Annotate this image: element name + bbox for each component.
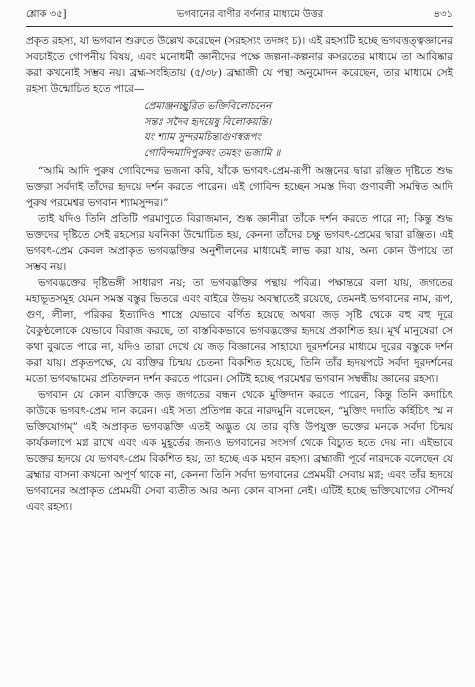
verse-line: প্রেমাঞ্জনচ্ছুরিত ভক্তিবিলোচনেন [144,101,272,112]
verse-line: গোবিন্দমাদিপুরুষং তমহং ভজামি ॥ [144,147,281,159]
running-header [26,6,453,25]
paragraph: প্রকৃত রহস্য, যা ভগবান শুরুতে উল্লেখ করেছেন (সরহস্যং তদঙ্গং চ)। এই রহস্যটি হচ্ছে ভগবত্তত্ত্বজ্ঞানের সবচাইতে গোপনীয় বিষয়, এবং মনোধর্মী জ্ঞানীদের পক্ষে জল্পনা-কল্পনার কসরতের মাধ্যমে তা আবিষ্কার করা কখনোই সম্ভব নয়। ব্রহ্ম-সংহিতায় (৫/৩৮) ব্রহ্মাজী যে পন্থা অনুমোদন করেছেন, তার মাধ্যমে সেই রহস্য উন্মোচিত হতে পারে— [26,35,453,95]
chapter-title: ভগবানের বাণীর বর্ণনার মাধ্যমে উত্তর [176,9,324,20]
paragraph: ভগবদ্ভক্তের দৃষ্টিভঙ্গী সাধারণ নয়; তা ভগবদ্ভক্তির পন্থায় পবিত্র। পক্ষান্তরে বলা যায়, জগতের মহাভূতসমূহ যেমন সমস্ত বস্তুর ভিতরে এবং বাইরে উভয় অবস্থাতেই রয়েছে, তেমনই ভগবানের নাম, রূপ, গুণ, লীলা, পরিকর ইত্যাদিও শাস্ত্রে যেভাবে বর্ণিত হয়েছে অথবা জড় সৃষ্টি থেকে বহু বহু দূরে বৈকুণ্ঠলোকে যেভাবে বিরাজ করছে, তা বাস্তবিকভাবে ভগবদ্ভক্তের হৃদয়ে প্রকাশিত হয়। মূর্খ মানুষেরা সে কথা বুঝতে পারে না, যদিও তারা দেখে যে জড় বিজ্ঞানের সাহায্যে দূরদর্শনের মাধ্যমে দূরের বস্তুকে দর্শন করা যায়। প্রকৃতপক্ষে, যে ব্যক্তির চিন্ময় চেতনা বিকশিত হয়েছে, তিনি তাঁর হৃদয়পটে সর্বদা দূরদর্শনের মতো ভগবদ্ধামের প্রতিফলন দর্শন করতে পারেন। সেটিই হচ্ছে পরমেশ্বর ভগবান সম্বন্ধীয় জ্ঞানের রহস্য। [26,277,453,385]
page-body [26,33,453,515]
verse-line: যং শ্যাম সুন্দরমচিন্ত্যগুণস্বরূপং [144,132,261,143]
sanskrit-verse [144,99,453,161]
page-number: ৪৩১ [433,9,453,20]
paragraph: তাই যদিও তিনি প্রতিটি পরমাণুতে বিরাজমান, শুষ্ক জ্ঞানীরা তাঁকে দর্শন করতে পারে না; কিন্তু শুদ্ধ ভক্তদের দৃষ্টিতে সেই রহস্যের যবনিকা উন্মোচিত হয়, কেননা তাঁদের চক্ষু ভগবৎ-প্রেমের দ্বারা রঞ্জিত। এই ভগবৎ-প্রেম কেবল অপ্রাকৃত ভগবদ্ভক্তির অনুশীলনের মাধ্যমেই লাভ করা যায়, অন্য কোন উপায়ে তা সম্ভব নয়। [26,213,453,273]
verse-line: সন্তঃ সদৈব হৃদয়েষু বিলোকয়ন্তি। [144,116,272,128]
header-divider [26,26,453,27]
verse-reference: শ্লোক ৩৫] [26,9,67,20]
paragraph: “আমি আদি পুরুষ গোবিন্দের ভজনা করি, যাঁকে ভগবৎ-প্রেম-রূপী অঞ্জনের দ্বারা রঞ্জিত দৃষ্টিতে শুদ্ধ ভক্তরা সর্বদাই তাঁদের হৃদয়ে দর্শন করতে পারেন। এই গোবিন্দ হচ্ছেন সমস্ত দিব্য গুণাবলী সমন্বিত আদি পুরুষ পরমেশ্বর ভগবান শ্যামসুন্দর।” [26,165,453,209]
paragraph: ভগবান যে কোন ব্যক্তিকে জড় জগতের বন্ধন থেকে মুক্তিদান করতে পারেন, কিন্তু তিনি কদাচিৎ কাউকে ভগবৎ-প্রেম দান করেন। এই সত্য প্রতিপন্ন করে নারদমুনি বলেছেন, “মুক্তিং দদাতি কর্হিচিৎ স্ম ন ভক্তিযোগম্” এই অপ্রাকৃত ভগবদ্ভক্তি এতই অদ্ভুত যে তার বৃত্তি উপযুক্ত ভক্তের মনকে সর্বদা চিন্ময় কার্যকলাপে মগ্ন রাখে এবং এক মুহূর্তের জন্যও ভগবানের সংসর্গ থেকে বিচ্যুত হতে দেয় না। এইভাবে ভক্তের হৃদয়ে যে ভগবৎ-প্রেম বিকশিত হয়, তা হচ্ছে এক মহান রহস্য। ব্রহ্মাজী পূর্বে নারদকে বলেছেন যে ব্রহ্মার বাসনা কখনো অপূর্ণ থাকে না, কেননা তিনি সর্বদা ভগবানের প্রেমময়ী সেবায় মগ্ন; এবং তাঁর হৃদয়ে ভগবানের অপ্রাকৃত প্রেমময়ী সেবা ব্যতীত আর অন্য কোন বাসনা নেই। এটিই হচ্ছে ভক্তিযোগের সৌন্দর্য এবং রহস্য। [26,389,453,513]
